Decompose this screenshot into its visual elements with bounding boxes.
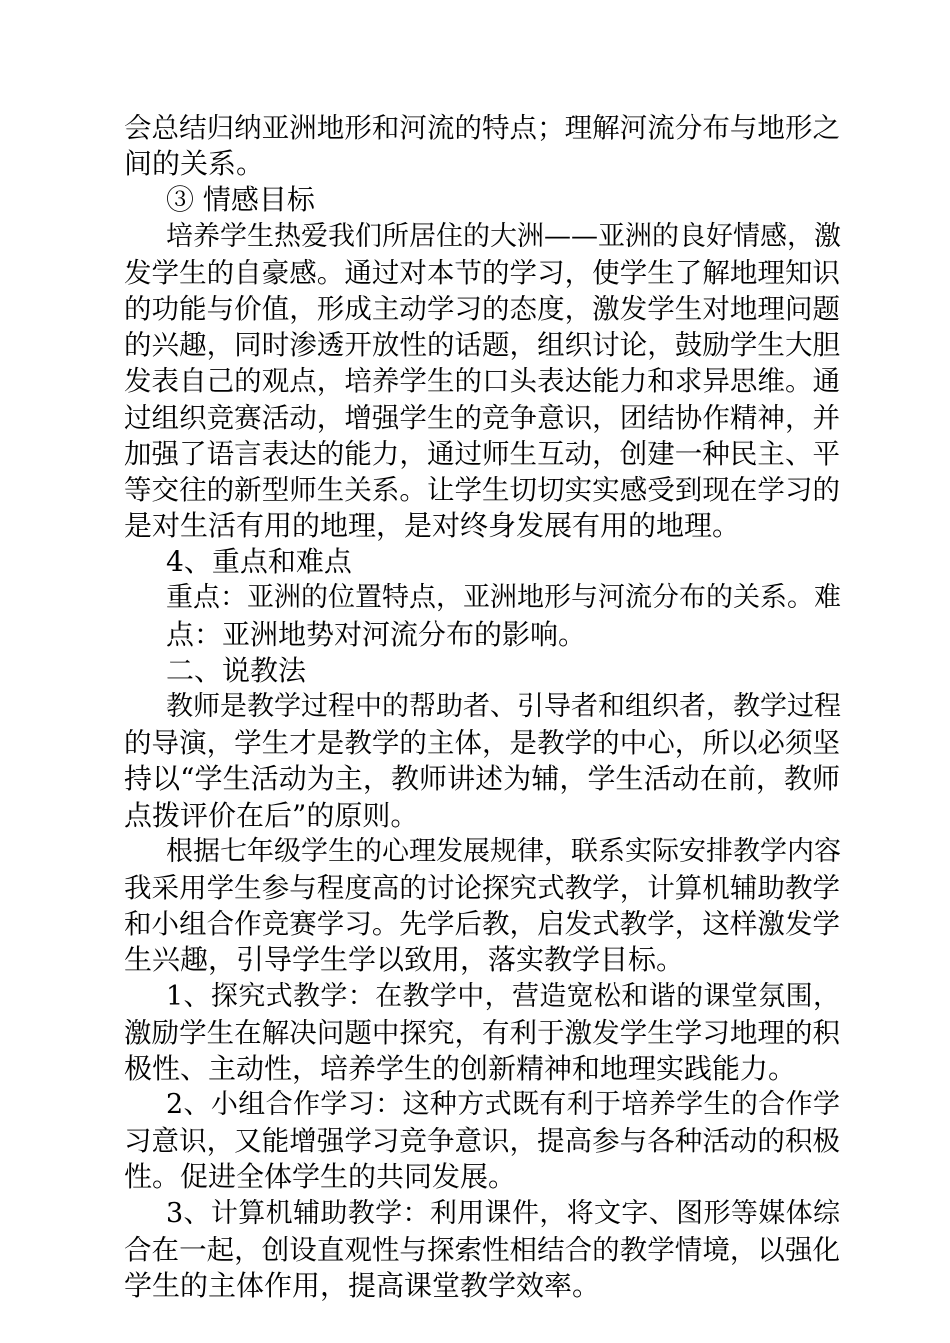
text-line: 是对生活有用的地理，是对终身发展有用的地理。 [124, 509, 741, 543]
text-line: 4、重点和难点 [166, 545, 352, 579]
text-line: 极性、主动性，培养学生的创新精神和地理实践能力。 [124, 1051, 797, 1085]
text-line: 发学生的自豪感。通过对本节的学习，使学生了解地理知识 [124, 256, 840, 289]
text-line: 我采用学生参与程度高的讨论探究式教学，计算机辅助教学 [124, 871, 840, 904]
text-line: 2、小组合作学习：这种方式既有利于培养学生的合作学 [166, 1089, 840, 1121]
text-line: 教师是教学过程中的帮助者、引导者和组织者，教学过程 [166, 691, 841, 722]
text-line: 的兴趣，同时渗透开放性的话题，组织讨论，鼓励学生大胆 [124, 329, 840, 362]
text-line: 学生的主体作用，提高课堂教学效率。 [124, 1269, 601, 1302]
text-line: 二、说教法 [166, 653, 307, 687]
text-line: 3、计算机辅助教学：利用课件，将文字、图形等媒体综 [166, 1197, 840, 1229]
text-line: 间的关系。 [124, 147, 265, 181]
text-line: 激励学生在解决问题中探究，有利于激发学生学习地理的积 [124, 1016, 840, 1049]
text-line: 持以“学生活动为主，教师讲述为辅，学生活动在前，教师 [124, 762, 840, 796]
text-line: 重点：亚洲的位置特点，亚洲地形与河流分布的关系。难 [166, 582, 841, 614]
text-line: 会总结归纳亚洲地形和河流的特点；理解河流分布与地形之 [124, 112, 840, 144]
text-line: 习意识，又能增强学习竞争意识，提高参与各种活动的积极 [124, 1125, 840, 1158]
text-line: 合在一起，创设直观性与探索性相结合的教学情境，以强化 [124, 1233, 840, 1266]
text-line: 培养学生热爱我们所居住的大洲——亚洲的良好情感，激 [166, 220, 841, 252]
text-line: 过组织竞赛活动，增强学生的竞争意识，团结协作精神，并 [124, 401, 840, 434]
text-line: 点：亚洲地势对河流分布的影响。 [166, 617, 587, 651]
text-line: 根据七年级学生的心理发展规律，联系实际安排教学内容 [166, 835, 841, 867]
text-line: 性。促进全体学生的共同发展。 [124, 1160, 517, 1194]
text-line: 的功能与价值，形成主动学习的态度，激发学生对地理问题 [124, 292, 840, 325]
text-line: 生兴趣，引导学生学以致用，落实教学目标。 [124, 943, 685, 977]
text-line: 的导演，学生才是教学的主体，是教学的中心，所以必须坚 [124, 727, 840, 760]
document-page [124, 110, 840, 1304]
text-line: 发表自己的观点，培养学生的口头表达能力和求异思维。通 [124, 365, 840, 398]
text-line: 等交往的新型师生关系。让学生切切实实感受到现在学习的 [124, 473, 840, 506]
text-line: ③ 情感目标 [166, 183, 315, 217]
text-line: 点拨评价在后”的原则。 [124, 798, 419, 832]
text-line: 和小组合作竞赛学习。先学后教，启发式教学，这样激发学 [124, 908, 840, 941]
text-line: 加强了语言表达的能力，通过师生互动，创建一种民主、平 [124, 437, 840, 470]
text-line: 1、探究式教学：在教学中，营造宽松和谐的课堂氛围， [166, 980, 840, 1012]
